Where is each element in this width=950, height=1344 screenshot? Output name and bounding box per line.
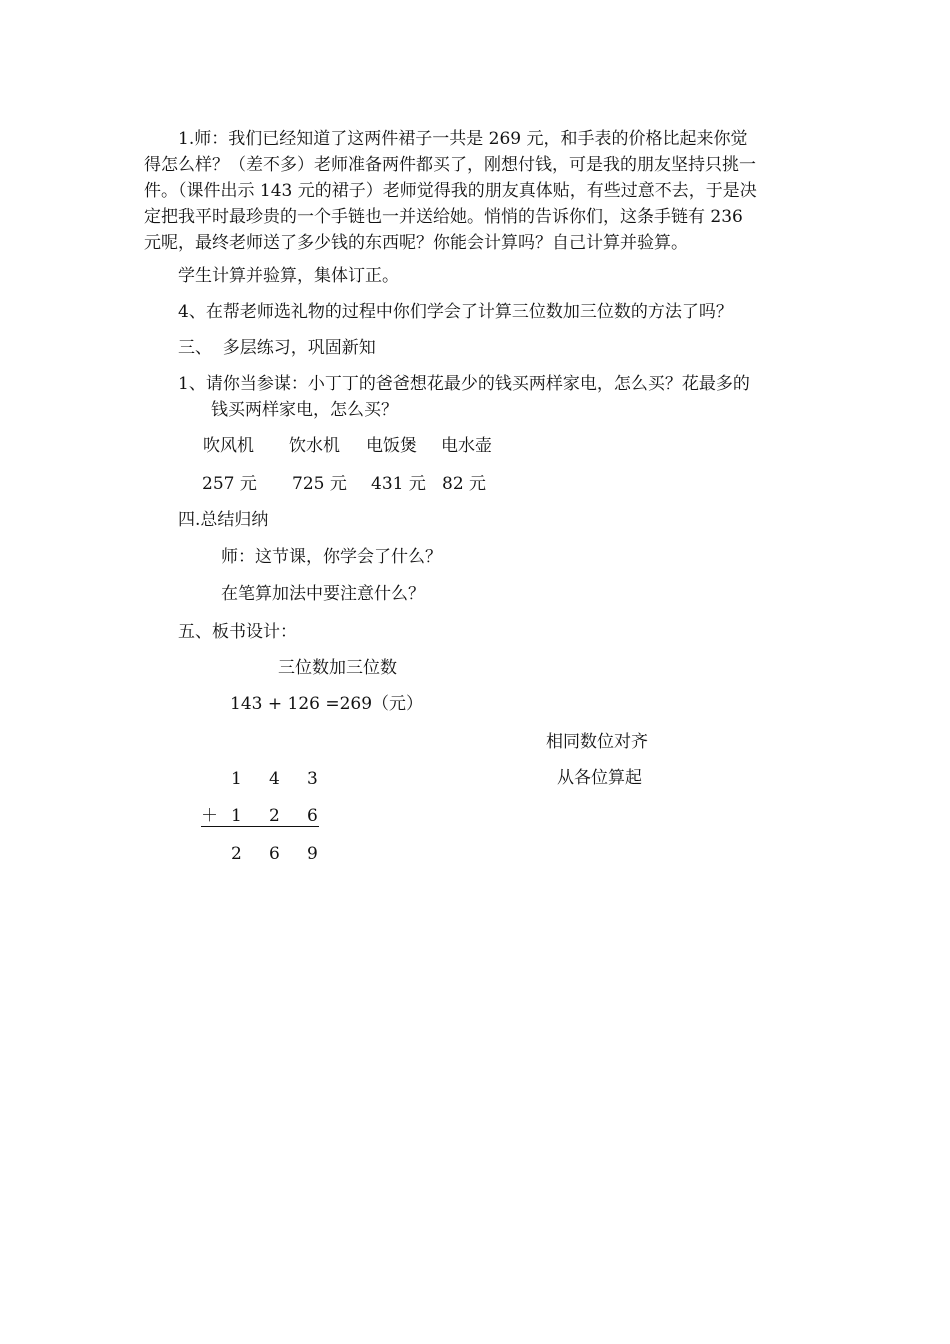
summary-question-2: 在笔算加法中要注意什么？ [221, 584, 425, 604]
addend-1-digit: 3 [307, 769, 318, 789]
board-equation: 143 + 126 =269（元） [230, 694, 424, 714]
paragraph-line: 定把我平时最珍贵的一个手链也一并送给她。悄悄的告诉你们，这条手链有 236 [144, 207, 743, 227]
summary-question-1: 师：这节课，你学会了什么？ [221, 547, 442, 567]
appliance-price: 257 元 [202, 474, 257, 494]
sum-line [201, 826, 319, 827]
board-rule-2: 从各位算起 [557, 768, 642, 788]
sum-digit: 6 [269, 844, 280, 864]
addend-1-digit: 4 [269, 769, 280, 789]
board-rule-1: 相同数位对齐 [546, 732, 648, 752]
plus-sign: ＋ [201, 806, 218, 826]
paragraph-line: 件。（课件出示 143 元的裙子）老师觉得我的朋友真体贴，有些过意不去，于是决 [144, 181, 757, 201]
sum-digit: 2 [231, 844, 242, 864]
addend-1-digit: 1 [231, 769, 242, 789]
exercise-1-line-1: 1、请你当参谋：小丁丁的爸爸想花最少的钱买两样家电，怎么买？花最多的 [178, 374, 750, 394]
appliance-price: 431 元 [371, 474, 426, 494]
paragraph-line: 1.师：我们已经知道了这两件裙子一共是 269 元，和手表的价格比起来你觉 [178, 129, 748, 149]
appliance-name: 电水壶 [441, 436, 492, 456]
addend-2-digit: 2 [269, 806, 280, 826]
paragraph-student-calc: 学生计算并验算，集体订正。 [178, 266, 399, 286]
paragraph-line: 元呢，最终老师送了多少钱的东西呢？你能会计算吗？自己计算并验算。 [144, 233, 688, 253]
sum-digit: 9 [307, 844, 318, 864]
addend-2-digit: 1 [231, 806, 242, 826]
paragraph-question-4: 4、在帮老师选礼物的过程中你们学会了计算三位数加三位数的方法了吗？ [178, 302, 733, 322]
paragraph-intro [144, 126, 810, 256]
section-5-heading: 五、板书设计： [178, 622, 297, 642]
addend-2-digit: 6 [307, 806, 318, 826]
appliance-name: 电饭煲 [366, 436, 417, 456]
board-title: 三位数加三位数 [278, 658, 397, 678]
paragraph-line: 得怎么样？（差不多）老师准备两件都买了，刚想付钱，可是我的朋友坚持只挑一 [144, 155, 756, 175]
section-3-heading: 三、 多层练习，巩固新知 [178, 338, 376, 358]
appliance-name: 饮水机 [289, 436, 340, 456]
appliance-price: 82 元 [442, 474, 487, 494]
section-4-heading: 四.总结归纳 [178, 510, 269, 530]
appliance-price: 725 元 [292, 474, 347, 494]
appliance-name: 吹风机 [203, 436, 254, 456]
exercise-1-line-2: 钱买两样家电，怎么买？ [211, 400, 398, 420]
